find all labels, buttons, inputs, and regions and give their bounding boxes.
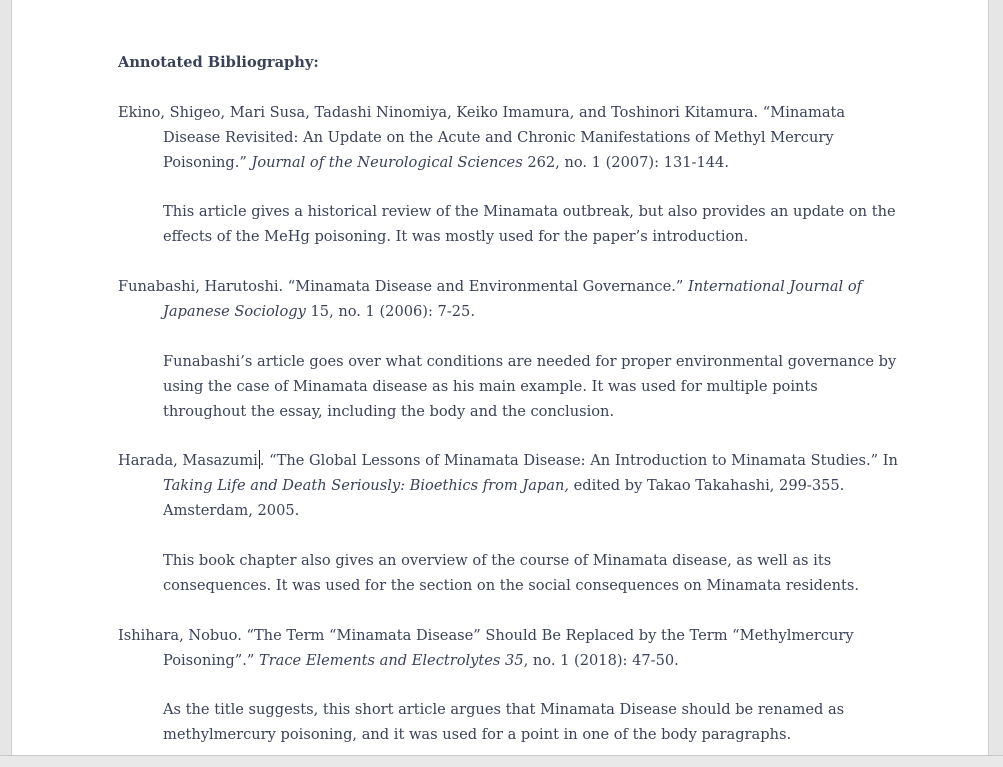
bibliography-entry-4 bbox=[118, 624, 903, 749]
annotation: Funabashi’s article goes over what conditions are needed for proper environmental governance by using the case of Minamata disease as his main example. It was used for multiple points throughout the essay, including the body and the conclusion. bbox=[163, 352, 897, 420]
citation bbox=[118, 449, 903, 524]
citation-source-title: International Journal of Japanese Sociology bbox=[163, 278, 863, 321]
citation-details: 15, no. 1 (2006): 7-25. bbox=[305, 303, 475, 321]
citation-details: edited by Takao Takahashi, 299-355. Amsterdam, 2005. bbox=[163, 477, 845, 520]
document-page[interactable] bbox=[11, 0, 989, 755]
citation-text: Ekino, Shigeo, Mari Susa, Tadashi Ninomiya, Keiko Imamura, and Toshinori Kitamura. “Minamata Disease Revisited: An Update on the Acute and Chronic Manifestations of Methyl Mercury Poisoning.” bbox=[118, 103, 846, 171]
citation-details: , no. 1 (2018): 47-50. bbox=[523, 651, 679, 669]
annotation: This article gives a historical review of the Minamata outbreak, but also provides an update on the effects of the MeHg poisoning. It was mostly used for the paper’s introduction. bbox=[163, 203, 896, 246]
annotation: This book chapter also gives an overview of the course of Minamata disease, as well as its consequences. It was used for the section on the social consequences on Minamata residents. bbox=[163, 552, 860, 594]
bibliography-entry-3 bbox=[118, 449, 903, 598]
citation-source-title: Journal of the Neurological Sciences bbox=[251, 153, 523, 171]
bibliography-heading: Annotated Bibliography: bbox=[118, 54, 319, 71]
citation-author: Harada, Masazumi bbox=[118, 452, 258, 470]
citation-text: . “The Global Lessons of Minamata Disease: An Introduction to Minamata Studies.” In bbox=[259, 452, 898, 470]
bibliography-entry-2 bbox=[118, 275, 903, 424]
bibliography-entry-1 bbox=[118, 101, 903, 250]
citation-source-title: Taking Life and Death Seriously: Bioethics from Japan, bbox=[163, 477, 569, 495]
citation bbox=[118, 101, 903, 176]
horizontal-scrollbar[interactable] bbox=[0, 755, 1003, 767]
citation-details: 262, no. 1 (2007): 131-144. bbox=[522, 153, 729, 171]
citation-source-title: Trace Elements and Electrolytes 35 bbox=[258, 651, 524, 669]
citation bbox=[118, 624, 903, 674]
citation-text: Funabashi, Harutoshi. “Minamata Disease and Environmental Governance.” bbox=[118, 278, 688, 296]
citation-text: Ishihara, Nobuo. “The Term “Minamata Disease” Should Be Replaced by the Term “Methylmercury Poisoning”.” bbox=[118, 626, 854, 669]
annotation: As the title suggests, this short article argues that Minamata Disease should be renamed as methylmercury poisoning, and it was used for a point in one of the body paragraphs. bbox=[163, 701, 845, 744]
document-body[interactable] bbox=[118, 51, 903, 755]
citation bbox=[118, 275, 903, 325]
